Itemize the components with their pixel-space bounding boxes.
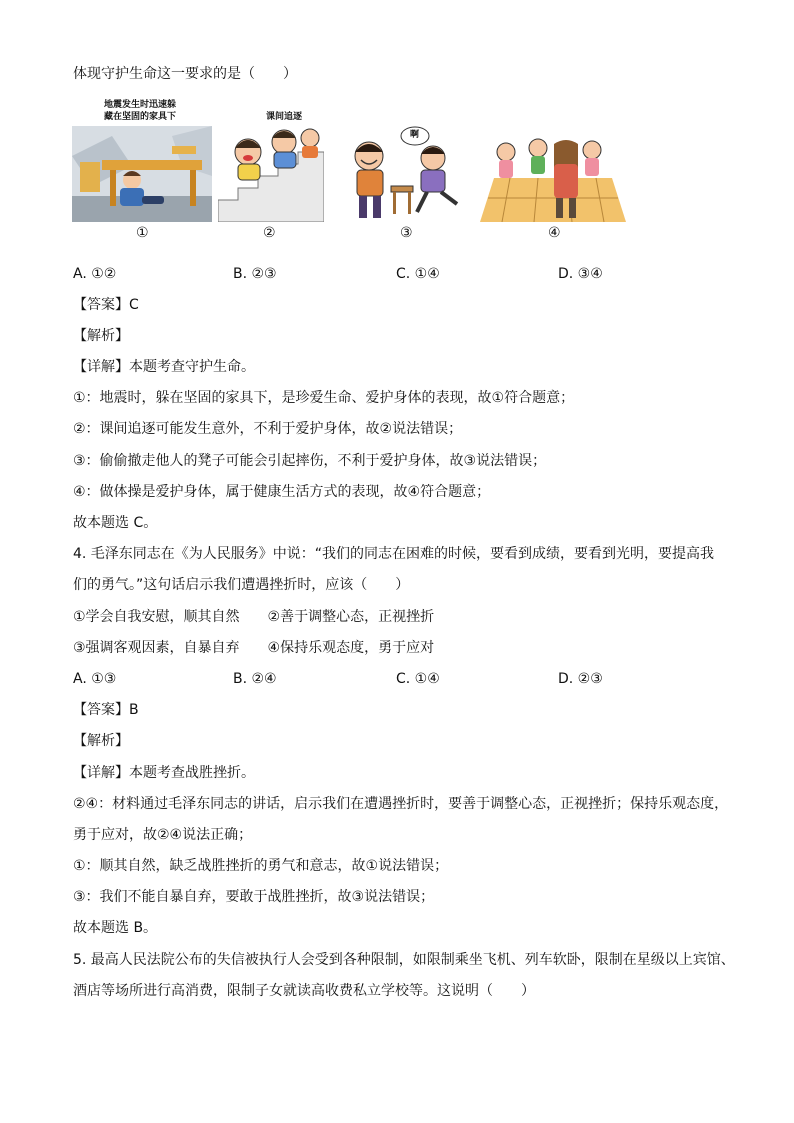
- q3-analysis-tag: 【解析】: [73, 328, 129, 344]
- q5-stem-line2: 酒店等场所进行高消费，限制子女就读高收费私立学校等。这说明（ ）: [73, 983, 535, 999]
- q4-detail: 本题考查战胜挫折。: [129, 765, 255, 781]
- q4-detail-line: [73, 763, 255, 783]
- picture-2-label: ②: [263, 225, 276, 241]
- q4-stem-line2: 们的勇气。”这句话启示我们遭遇挫折时，应该（ ）: [73, 577, 410, 593]
- picture-4-label: ④: [548, 225, 561, 241]
- q4-statements-line2: ③强调客观因素，自暴自弃 ④保持乐观态度，勇于应对: [73, 640, 435, 656]
- picture-1-caption-line2: 藏在坚固的家具下: [104, 112, 177, 122]
- q3-option-c: C. ①④: [396, 266, 440, 282]
- q3-option-a: A. ①②: [73, 266, 117, 282]
- q4-point-1-line2: 勇于应对，故②④说法正确；: [73, 827, 253, 843]
- q3-option-b: B. ②③: [233, 266, 277, 282]
- q5-stem-line1: 5. 最高人民法院公布的失信被执行人会受到各种限制，如限制乘坐飞机、列车软卧，限制在星级以上宾馆、: [73, 952, 735, 968]
- q3-stem: 体现守护生命这一要求的是（ ）: [73, 66, 297, 82]
- q4-statements-line1: ①学会自我安慰，顺其自然 ②善于调整心态，正视挫折: [73, 609, 435, 625]
- q3-point-2: ②：课间追逐可能发生意外，不利于爱护身体，故②说法错误；: [73, 421, 463, 437]
- q4-option-c: C. ①④: [396, 671, 440, 687]
- q4-conclusion: 故本题选 B。: [73, 920, 158, 936]
- q3-point-1: ①：地震时，躲在坚固的家具下，是珍爱生命、爱护身体的表现，故①符合题意；: [73, 390, 575, 406]
- q3-point-4: ④：做体操是爱护身体，属于健康生活方式的表现，故④符合题意；: [73, 484, 491, 500]
- q3-option-d: D. ③④: [558, 266, 603, 282]
- picture-3-label: ③: [400, 225, 413, 241]
- q3-point-3: ③：偷偷撤走他人的凳子可能会引起摔伤，不利于爱护身体，故③说法错误；: [73, 453, 547, 469]
- picture-1-label: ①: [136, 225, 149, 241]
- q3-answer-tag: 【答案】: [73, 297, 129, 313]
- q4-point-2: ①：顺其自然，缺乏战胜挫折的勇气和意志，故①说法错误；: [73, 858, 449, 874]
- q4-answer: B: [129, 702, 139, 718]
- q3-detail: 本题考查守护生命。: [129, 359, 255, 375]
- q3-detail-tag: 【详解】: [73, 359, 129, 375]
- picture-3-speech: 啊: [410, 130, 420, 140]
- children-doing-exercises-illustration: [480, 138, 626, 222]
- q4-analysis-tag: 【解析】: [73, 733, 129, 749]
- q4-option-b: B. ②④: [233, 671, 277, 687]
- q4-detail-tag: 【详解】: [73, 765, 129, 781]
- q4-answer-tag: 【答案】: [73, 702, 129, 718]
- q3-detail-line: [73, 357, 255, 377]
- q3-answer: C: [129, 297, 139, 313]
- q4-option-a: A. ①③: [73, 671, 117, 687]
- earthquake-hide-under-table-illustration: [72, 96, 212, 222]
- q4-option-d: D. ②③: [558, 671, 603, 687]
- q4-stem-line1: 4. 毛泽东同志在《为人民服务》中说：“我们的同志在困难的时候，要看到成绩，要看到光明，要提高我: [73, 546, 715, 562]
- q3-answer-line: [73, 295, 139, 315]
- q3-conclusion: 故本题选 C。: [73, 515, 158, 531]
- picture-1-caption-line1: 地震发生时迅速躲: [104, 100, 177, 110]
- picture-2-caption: 课间追逐: [266, 112, 303, 122]
- children-chasing-on-stairs-illustration: [218, 108, 324, 222]
- q4-answer-line: [73, 700, 139, 720]
- pulling-away-chair-illustration: [347, 126, 465, 222]
- q4-point-3: ③：我们不能自暴自弃，要敢于战胜挫折，故③说法错误；: [73, 889, 435, 905]
- q4-point-1-line1: ②④：材料通过毛泽东同志的讲话，启示我们在遭遇挫折时，要善于调整心态，正视挫折；保持乐观态度，: [73, 796, 729, 812]
